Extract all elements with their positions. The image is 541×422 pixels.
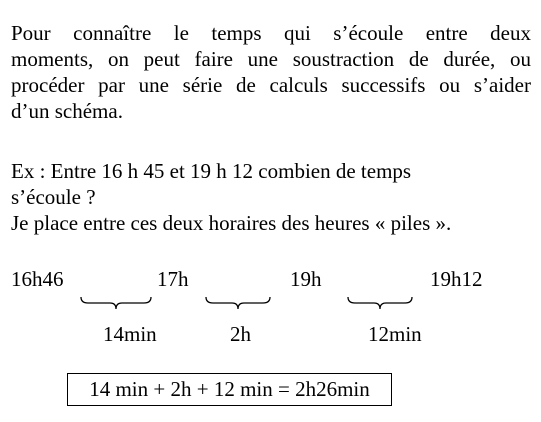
intro-line-3: procéder par une série de calculs successifs ou s’aider [11, 73, 531, 97]
time-label-start: 16h46 [11, 267, 64, 291]
duration-label-3: 12min [368, 322, 422, 346]
intro-line-2: moments, on peut faire une soustraction de durée, ou [11, 47, 531, 71]
duration-label-1: 14min [103, 322, 157, 346]
brace-icon [80, 295, 152, 311]
intro-line-4: d’un schéma. [11, 99, 123, 123]
intro-paragraph [11, 20, 531, 124]
example-paragraph [11, 158, 531, 236]
result-box: 14 min + 2h + 12 min = 2h26min [67, 373, 392, 406]
time-label-17h: 17h [157, 267, 189, 291]
time-label-end: 19h12 [430, 267, 483, 291]
intro-line-1: Pour connaître le temps qui s’écoule entre deux [11, 21, 531, 45]
brace-icon [205, 295, 271, 311]
example-line-1: Ex : Entre 16 h 45 et 19 h 12 combien de temps [11, 159, 412, 183]
example-line-2: s’écoule ? [11, 185, 96, 209]
duration-label-2: 2h [230, 322, 251, 346]
brace-icon [347, 295, 413, 311]
time-label-19h: 19h [290, 267, 322, 291]
example-line-3: Je place entre ces deux horaires des heures « piles ». [11, 211, 452, 235]
